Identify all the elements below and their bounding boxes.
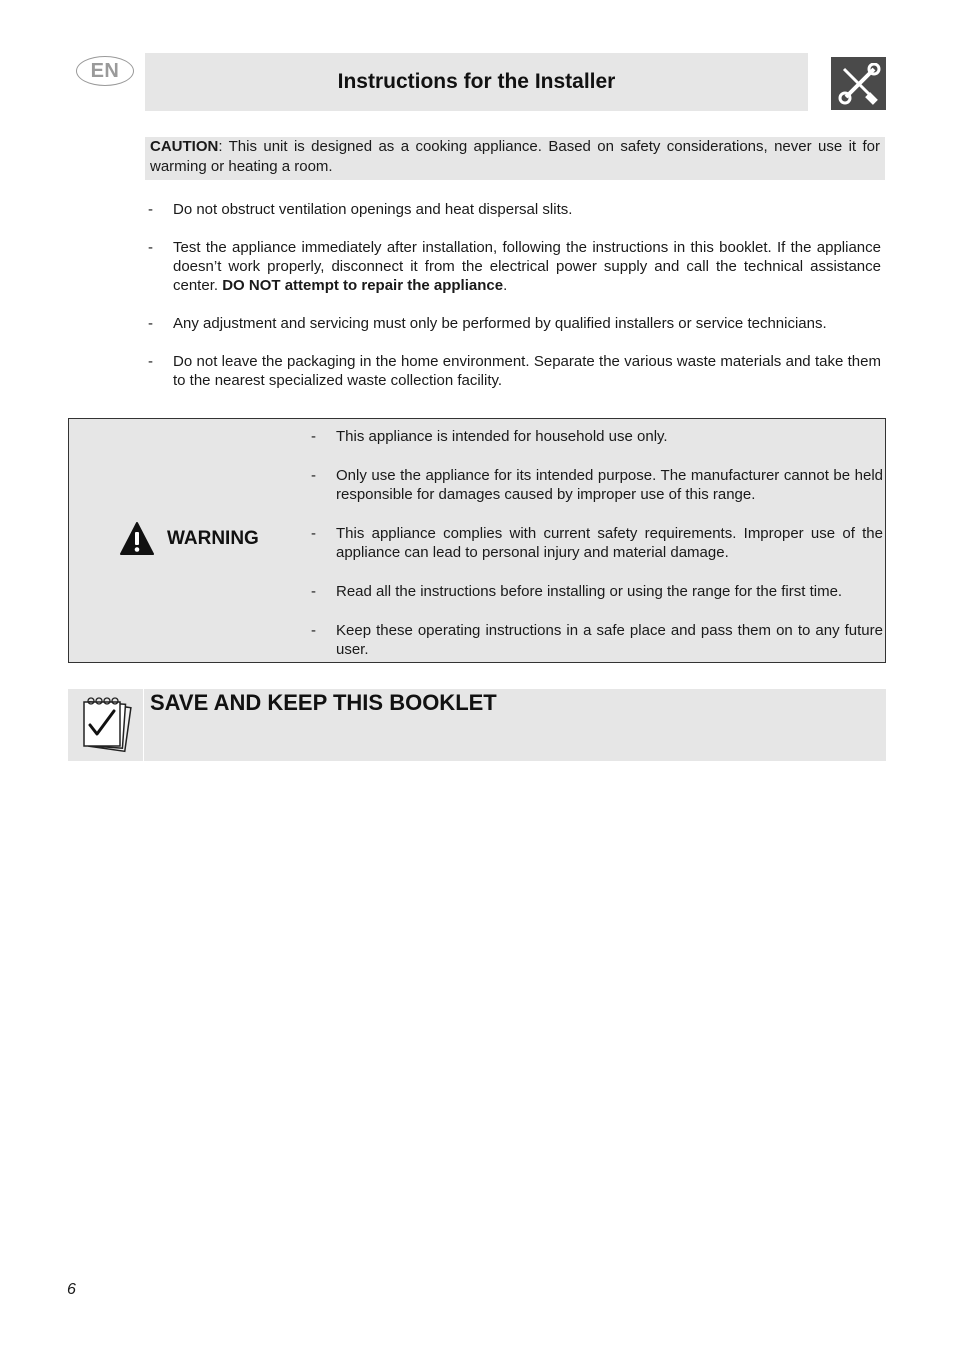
warning-list	[311, 427, 883, 659]
caution-text: : This unit is designed as a cooking appliance. Based on safety considerations, never use it for warming or heating a room.	[150, 138, 880, 175]
list-item: - Read all the instructions before installing or using the range for the first time.	[311, 583, 843, 600]
caution-notice	[145, 137, 885, 180]
save-booklet-title: SAVE AND KEEP THIS BOOKLET	[150, 690, 497, 715]
list-item-text: Any adjustment and servicing must only be performed by qualified installers or service technicians.	[173, 315, 827, 332]
list-item: - Keep these operating instructions in a safe place and pass them on to any future user.	[311, 622, 883, 658]
caution-label: CAUTION	[150, 138, 219, 155]
list-item: - This appliance complies with current safety requirements. Improper use of the appliance can lead to personal injury and material damage.	[311, 525, 883, 561]
warning-box	[68, 418, 886, 663]
header-bar	[145, 53, 808, 111]
list-item-text: Keep these operating instructions in a safe place and pass them on to any future user.	[336, 622, 883, 658]
page-title: Instructions for the Installer	[337, 70, 616, 93]
list-item-text: Do not leave the packaging in the home environment. Separate the various waste materials and take them to the nearest specialized waste collection facility.	[173, 353, 881, 389]
warning-heading	[119, 521, 259, 557]
list-item-text: This appliance complies with current safety requirements. Improper use of the appliance can lead to personal injury and material damage.	[336, 525, 883, 561]
page-number: 6	[67, 1281, 76, 1298]
list-item: - Only use the appliance for its intended purpose. The manufacturer cannot be held responsible for damages caused by improper use of this range.	[311, 467, 883, 503]
list-item: - This appliance is intended for household use only.	[311, 428, 668, 445]
list-item-text: Do not obstruct ventilation openings and heat dispersal slits.	[173, 201, 573, 218]
list-item: - Test the appliance immediately after installation, following the instructions in this booklet. If the appliance doesn’t work properly, disconnect it from the electrical power supply and call the technical assistance center. DO NOT attempt to repair the appliance.	[148, 239, 881, 294]
list-item: - Do not leave the packaging in the home environment. Separate the various waste materials and take them to the nearest specialized waste collection facility.	[148, 353, 881, 389]
list-item-text: Test the appliance immediately after installation, following the instructions in this booklet. If the appliance doesn’t work properly, disconnect it from the electrical power supply and call the technical assistance center.	[173, 239, 881, 294]
language-badge: EN	[76, 56, 134, 86]
list-item-text: Read all the instructions before installing or using the range for the first time.	[336, 583, 843, 600]
list-item: - Any adjustment and servicing must only be performed by qualified installers or service technicians.	[148, 315, 827, 332]
warning-triangle-icon	[119, 521, 155, 557]
list-item: - Do not obstruct ventilation openings and heat dispersal slits.	[148, 201, 573, 218]
list-item-bold-text: DO NOT attempt to repair the appliance	[222, 277, 504, 294]
list-item-text: Only use the appliance for its intended purpose. The manufacturer cannot be held responsible for damages caused by improper use of this range.	[336, 467, 883, 503]
list-item-suffix: .	[503, 277, 508, 294]
installer-instructions-list	[148, 200, 881, 409]
tools-icon	[831, 57, 886, 110]
save-booklet-banner	[68, 689, 886, 761]
warning-label: WARNING	[167, 528, 259, 549]
list-item-text: This appliance is intended for household use only.	[336, 428, 668, 445]
notebook-check-icon	[68, 689, 144, 761]
